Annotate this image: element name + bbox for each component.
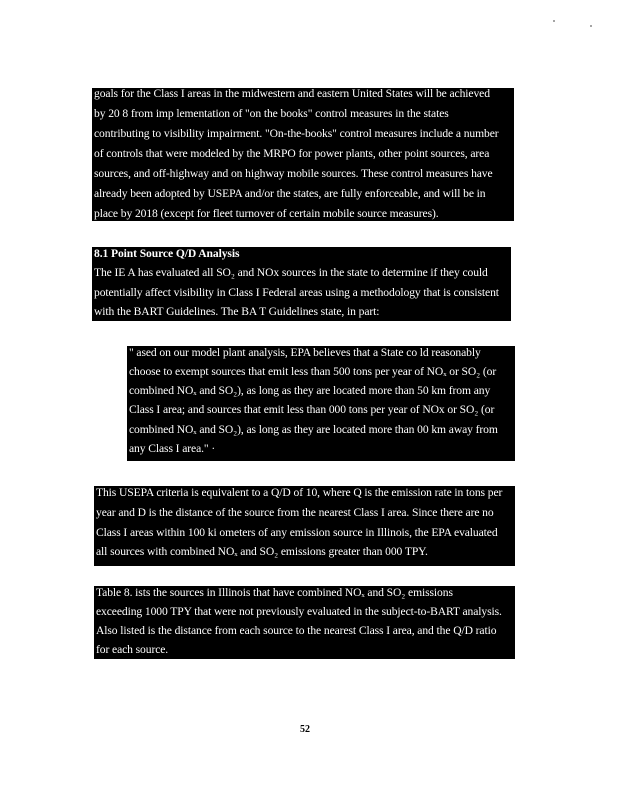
scan-speck	[590, 25, 592, 27]
quote-line: choose to exempt sources that emit less than 500 tons per year of NOₓ or SO₂ (or	[129, 365, 497, 378]
text-line: goals for the Class I areas in the midwestern and eastern United States will be achieved	[94, 87, 490, 100]
text-line: by 20 8 from imp lementation of "on the books" control measures in the states	[94, 107, 449, 120]
text-line: year and D is the distance of the source from the nearest Class I area. Since there are no	[96, 506, 494, 519]
text-line: This USEPA criteria is equivalent to a Q/D of 10, where Q is the emission rate in tons per	[96, 486, 503, 499]
paragraph-criteria	[94, 486, 515, 566]
section-heading: 8.1 Point Source Q/D Analysis	[94, 247, 240, 260]
scan-speck	[553, 20, 555, 22]
text-line: Table 8. ists the sources in Illinois that have combined NOₓ and SO₂ emissions	[96, 586, 453, 599]
text-line: exceeding 1000 TPY that were not previously evaluated in the subject-to-BART analysis.	[96, 605, 502, 618]
text-line: Also listed is the distance from each source to the nearest Class I area, and the Q/D ratio	[96, 624, 497, 637]
quote-line: " ased on our model plant analysis, EPA believes that a State co ld reasonably	[129, 346, 481, 359]
text-line: sources, and off-highway and on highway mobile sources. These control measures have	[94, 167, 493, 180]
quote-line: combined NOₓ and SO₂), as long as they are located more than 50 km from any	[129, 384, 491, 397]
text-line: already been adopted by USEPA and/or the states, are fully enforceable, and will be in	[94, 187, 486, 200]
paragraph-intro	[92, 88, 514, 221]
text-line: of controls that were modeled by the MRPO for power plants, other point sources, area	[94, 147, 490, 160]
text-line: The IE A has evaluated all SO₂ and NOx sources in the state to determine if they could	[94, 266, 488, 279]
paragraph-table-reference	[94, 586, 515, 659]
quote-line: combined NOₓ and SO₂), as long as they are located more than 00 km away from	[129, 423, 498, 436]
page-number: 52	[300, 724, 310, 735]
block-quote	[127, 346, 515, 461]
quote-line: any Class I area." ·	[129, 442, 216, 455]
section-point-source	[92, 247, 511, 321]
text-line: Class I areas within 100 ki ometers of any emission source in Illinois, the EPA evaluated	[96, 526, 498, 539]
text-line: contributing to visibility impairment. "On-the-books" control measures include a number	[94, 127, 499, 140]
text-line: place by 2018 (except for fleet turnover of certain mobile source measures).	[94, 207, 439, 220]
text-line: for each source.	[96, 643, 169, 656]
text-line: potentially affect visibility in Class I Federal areas using a methodology that is consistent	[94, 286, 499, 299]
text-line: all sources with combined NOₓ and SO₂ emissions greater than 000 TPY.	[96, 545, 428, 558]
quote-line: Class I area; and sources that emit less than 000 tons per year of NOx or SO₂ (or	[129, 403, 495, 416]
text-line: with the BART Guidelines. The BA T Guidelines state, in part:	[94, 305, 380, 318]
